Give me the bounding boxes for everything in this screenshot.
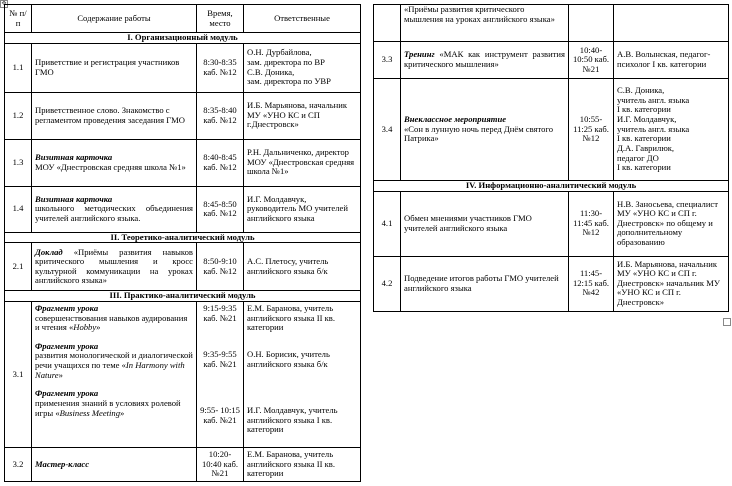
row-number: 3.4 (374, 79, 401, 181)
table-row (5, 139, 361, 186)
row-responsible: Е.М. Баранова, учитель английского языка II кв. категории О.Н. Борисик, учитель английского языка б/к И.Г. Молдавчук, учитель английского языка I кв. категории (244, 301, 361, 447)
header-row (5, 5, 361, 33)
header-time: Время, место (197, 5, 244, 33)
table-row (374, 42, 729, 79)
table-row (374, 5, 729, 42)
table-row (374, 256, 729, 311)
table-resize-handle-icon[interactable] (723, 318, 731, 326)
row-number: 4.2 (374, 256, 401, 311)
header-num: № п/п (5, 5, 32, 33)
table-row (5, 92, 361, 139)
row-time: 8:30-8:35 каб. №12 (197, 43, 244, 92)
row-responsible: Р.Н. Дальниченко, директор МОУ «Днестровская средняя школа №1» (244, 139, 361, 186)
section-title: II. Теоретико-аналитический модуль (5, 232, 361, 243)
row-time: 11:45- 12:15 каб. №42 (569, 256, 614, 311)
table-move-handle-icon[interactable]: ✥ (1, 1, 7, 7)
table-row (5, 447, 361, 481)
row-number: 3.1 (5, 301, 32, 447)
row-content: Визитная карточка МОУ «Днестровская средняя школа №1» (32, 139, 197, 186)
row-content: Подведение итогов работы ГМО учителей английского языка (401, 256, 569, 311)
table-row (374, 79, 729, 181)
section-title: III. Практико-аналитический модуль (5, 291, 361, 302)
row-number: 1.3 (5, 139, 32, 186)
row-responsible: Е.М. Баранова, учитель английского языка II кв. категории (244, 447, 361, 481)
section-title: IV. Информационно-аналитический модуль (374, 181, 729, 192)
row-number: 3.2 (5, 447, 32, 481)
row-responsible: Н.В. Заносьева, специалист МУ «УНО КС и СП г. Днестровск» по общему и дополнительному образованию (614, 191, 729, 256)
row-time: 10:40- 10:50 каб. №21 (569, 42, 614, 79)
row-responsible: А.В. Волынская, педагог-психолог I кв. категории (614, 42, 729, 79)
row-content: Визитная карточка школьного методических объединения учителей английского языка. (32, 186, 197, 232)
row-number: 3.3 (374, 42, 401, 79)
row-responsible: И.Б. Марьянова, начальник МУ «УНО КС и СП г.Днестровск» (244, 92, 361, 139)
table-row (5, 186, 361, 232)
row-content: Мастер-класс (32, 447, 197, 481)
row-time: 8:40-8:45 каб. №12 (197, 139, 244, 186)
table-row (5, 243, 361, 291)
row-time: 10:55- 11:25 каб. №12 (569, 79, 614, 181)
row-content: Тренинг «МАК как инструмент развития критического мышления» (401, 42, 569, 79)
row-number: 1.4 (5, 186, 32, 232)
row-content: Внеклассное мероприятие «Сон в лунную ночь перед Днём святого Патрика» (401, 79, 569, 181)
row-time: 9:15-9:35 каб. №21 9:35-9:55 каб. №21 9:55- 10:15 каб. №21 (197, 301, 244, 447)
row-responsible: И.Г. Молдавчук, руководитель МО учителей английского языка (244, 186, 361, 232)
row-content: Фрагмент урока совершенствования навыков аудирования и чтения «Hobby» Фрагмент урока развития монологической и диалогической речи учащихся по теме «In Harmony with Nature» Фрагмент урока применения знаний в условиях ролевой игры «Business Meeting» (32, 301, 197, 447)
row-time: 8:35-8:40 каб. №12 (197, 92, 244, 139)
row-time: 8:50-9:10 каб. №12 (197, 243, 244, 291)
header-content: Содержание работы (32, 5, 197, 33)
row-responsible: С.В. Доника, учитель англ. языка I кв. категории И.Г. Молдавчук, учитель англ. языка I кв. категории Д.А. Гаврилюк, педагог ДО I кв. категории (614, 79, 729, 181)
row-content: Доклад «Приёмы развития навыков критического мышления и кросс культурной коммуникации на уроках английского языка» (32, 243, 197, 291)
row-time: 10:20- 10:40 каб. №21 (197, 447, 244, 481)
header-responsible: Ответственные (244, 5, 361, 33)
schedule-table-left (4, 4, 361, 482)
row-number: 4.1 (374, 191, 401, 256)
table-row (374, 191, 729, 256)
row-number: 1.1 (5, 43, 32, 92)
table-row (5, 301, 361, 447)
row-responsible: И.Б. Марьянова, начальник МУ «УНО КС и СП г. Днестровск» начальник МУ «УНО КС и СП г. Днестровск» (614, 256, 729, 311)
row-number: 2.1 (5, 243, 32, 291)
row-content: Обмен мнениями участников ГМО учителей английского языка (401, 191, 569, 256)
table-row (5, 43, 361, 92)
row-number: 1.2 (5, 92, 32, 139)
row-content: Приветственное слово. Знакомство с регламентом проведения заседания ГМО (32, 92, 197, 139)
row-responsible: А.С. Плетосу, учитель английского языка б/к (244, 243, 361, 291)
row-content: Приветствие и регистрация участников ГМО (32, 43, 197, 92)
row-content: «Приёмы развития критического мышления на уроках английского языка» (401, 5, 569, 42)
section-title: I. Организационный модуль (5, 33, 361, 44)
row-time: 8:45-8:50 каб. №12 (197, 186, 244, 232)
row-time: 11:30- 11:45 каб. №12 (569, 191, 614, 256)
row-responsible: О.Н. Дурбайлова, зам. директора по ВР С.В. Доника, зам. директора по УВР (244, 43, 361, 92)
schedule-table-right (373, 4, 729, 312)
